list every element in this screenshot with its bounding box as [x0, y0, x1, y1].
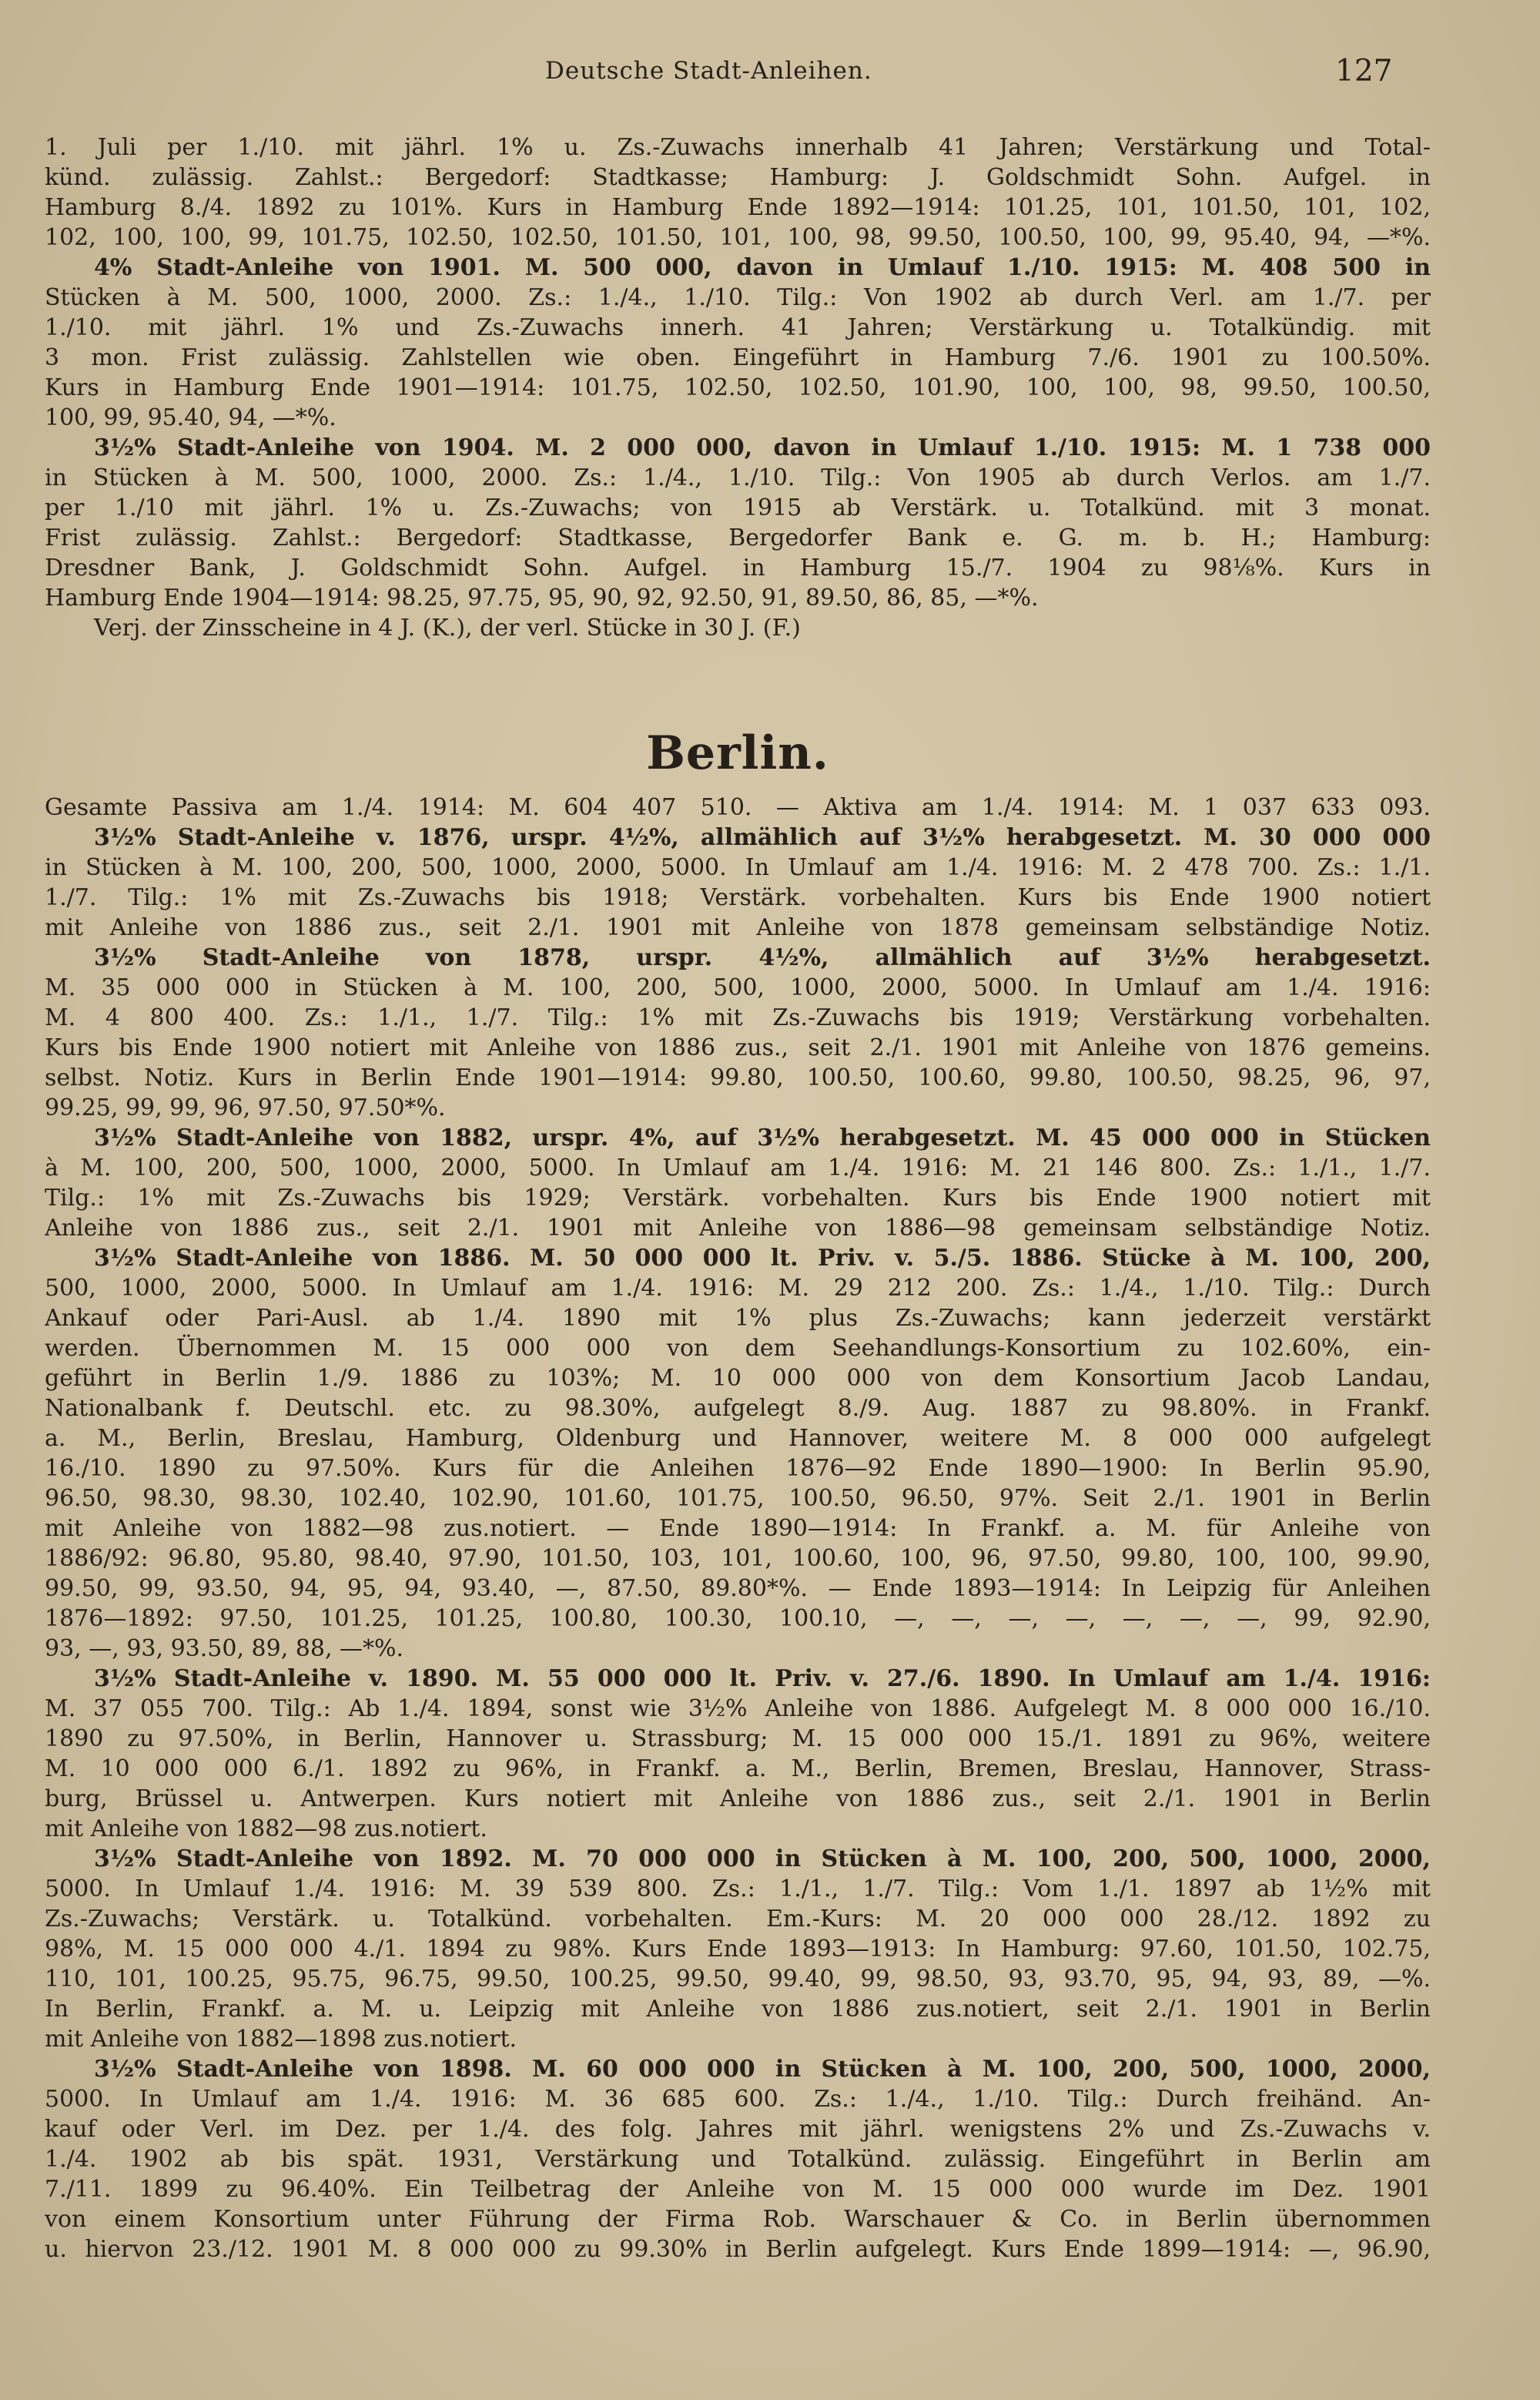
- entry-heading-line: 3½% Stadt-Anleihe v. 1876, urspr. 4½%, allmählich auf 3½% herabgesetzt. M. 30 000 000: [94, 824, 1431, 851]
- text-line: Tilg.: 1% mit Zs.-Zuwachs bis 1929; Verstärk. vorbehalten. Kurs bis Ende 1900 notiert mit: [45, 1185, 1431, 1212]
- text-line: Stücken à M. 500, 1000, 2000. Zs.: 1./4., 1./10. Tilg.: Von 1902 ab durch Verl. am 1./7. per: [45, 284, 1431, 311]
- text-line: selbst. Notiz. Kurs in Berlin Ende 1901—1914: 99.80, 100.50, 100.60, 99.80, 100.50, 98.25, 96, 97,: [45, 1064, 1431, 1091]
- text-line: in Stücken à M. 500, 1000, 2000. Zs.: 1./4., 1./10. Tilg.: Von 1905 ab durch Verlos. am 1./7.: [45, 464, 1431, 491]
- text-line: 100, 99, 95.40, 94, —*%.: [45, 404, 336, 431]
- text-line: von einem Konsortium unter Führung der Firma Rob. Warschauer & Co. in Berlin übernommen: [45, 2206, 1431, 2233]
- text-line: Hamburg 8./4. 1892 zu 101%. Kurs in Hamburg Ende 1892—1914: 101.25, 101, 101.50, 101, 102,: [45, 194, 1431, 221]
- page-number: 127: [1335, 54, 1393, 89]
- text-line: 1886/92: 96.80, 95.80, 98.40, 97.90, 101.50, 103, 101, 100.60, 100, 96, 97.50, 99.80, 100, 100, 99.90,: [45, 1545, 1431, 1572]
- text-line: a. M., Berlin, Breslau, Hamburg, Oldenburg und Hannover, weitere M. 8 000 000 aufgelegt: [45, 1425, 1431, 1452]
- section-spacer: [45, 643, 1431, 722]
- text-line: 3 mon. Frist zulässig. Zahlstellen wie oben. Eingeführt in Hamburg 7./6. 1901 zu 100.50%.: [45, 344, 1431, 371]
- text-line: mit Anleihe von 1882—98 zus.notiert. — Ende 1890—1914: In Frankf. a. M. für Anleihe von: [45, 1515, 1431, 1542]
- text-line: M. 37 055 700. Tilg.: Ab 1./4. 1894, sonst wie 3½% Anleihe von 1886. Aufgelegt M. 8 000 000 16./10.: [45, 1695, 1431, 1722]
- text-line: in Stücken à M. 100, 200, 500, 1000, 2000, 5000. In Umlauf am 1./4. 1916: M. 2 478 700. Zs.: 1./1.: [45, 854, 1431, 881]
- entry-heading-line: 3½% Stadt-Anleihe von 1892. M. 70 000 000 in Stücken à M. 100, 200, 500, 1000, 2000,: [94, 1845, 1431, 1872]
- entry-heading-line: 3½% Stadt-Anleihe von 1878, urspr. 4½%, allmählich auf 3½% herabgesetzt.: [94, 944, 1431, 971]
- text-line: Nationalbank f. Deutschl. etc. zu 98.30%, aufgelegt 8./9. Aug. 1887 zu 98.80%. in Frankf.: [45, 1395, 1431, 1422]
- text-line: Dresdner Bank, J. Goldschmidt Sohn. Aufgel. in Hamburg 15./7. 1904 zu 98⅛%. Kurs in: [45, 555, 1431, 582]
- text-line: M. 10 000 000 6./1. 1892 zu 96%, in Frankf. a. M., Berlin, Bremen, Breslau, Hannover, Strass-: [45, 1755, 1431, 1782]
- entry-heading-line: 3½% Stadt-Anleihe von 1904. M. 2 000 000, davon in Umlauf 1./10. 1915: M. 1 738 000: [94, 434, 1431, 461]
- text-line: werden. Übernommen M. 15 000 000 von dem Seehandlungs-Konsortium zu 102.60%, ein-: [45, 1335, 1431, 1362]
- text-line: Anleihe von 1886 zus., seit 2./1. 1901 mit Anleihe von 1886—98 gemeinsam selbständige Notiz.: [45, 1215, 1431, 1242]
- text-line: M. 4 800 400. Zs.: 1./1., 1./7. Tilg.: 1% mit Zs.-Zuwachs bis 1919; Verstärkung vorbehalten.: [45, 1004, 1431, 1031]
- text-line: 16./10. 1890 zu 97.50%. Kurs für die Anleihen 1876—92 Ende 1890—1900: In Berlin 95.90,: [45, 1455, 1431, 1482]
- section-heading: Berlin.: [646, 726, 829, 780]
- text-line: 98%, M. 15 000 000 4./1. 1894 zu 98%. Kurs Ende 1893—1913: In Hamburg: 97.60, 101.50, 102.75,: [45, 1936, 1431, 1963]
- text-line: 99.25, 99, 99, 96, 97.50, 97.50*%.: [45, 1094, 446, 1121]
- text-line: 1. Juli per 1./10. mit jährl. 1% u. Zs.-Zuwachs innerhalb 41 Jahren; Verstärkung und Total-: [45, 134, 1431, 161]
- text-line: 102, 100, 100, 99, 101.75, 102.50, 102.50, 101.50, 101, 100, 98, 99.50, 100.50, 100, 99, 95.40, 94, —*%.: [45, 224, 1431, 251]
- text-line: 93, —, 93, 93.50, 89, 88, —*%.: [45, 1635, 404, 1662]
- text-line: kauf oder Verl. im Dez. per 1./4. des folg. Jahres mit jährl. wenigstens 2% und Zs.-Zuwachs v.: [45, 2116, 1431, 2143]
- text-line: Gesamte Passiva am 1./4. 1914: M. 604 407 510. — Aktiva am 1./4. 1914: M. 1 037 633 093.: [45, 794, 1431, 821]
- text-line: Ankauf oder Pari-Ausl. ab 1./4. 1890 mit 1% plus Zs.-Zuwachs; kann jederzeit verstärkt: [45, 1305, 1431, 1332]
- text-line: burg, Brüssel u. Antwerpen. Kurs notiert mit Anleihe von 1886 zus., seit 2./1. 1901 in Berlin: [45, 1785, 1431, 1812]
- text-line: Frist zulässig. Zahlst.: Bergedorf: Stadtkasse, Bergedorfer Bank e. G. m. b. H.; Hamburg:: [45, 525, 1431, 551]
- text-line: 1./7. Tilg.: 1% mit Zs.-Zuwachs bis 1918; Verstärk. vorbehalten. Kurs bis Ende 1900 notiert: [45, 884, 1431, 911]
- text-line: 7./11. 1899 zu 96.40%. Ein Teilbetrag der Anleihe von M. 15 000 000 wurde im Dez. 1901: [45, 2176, 1431, 2203]
- text-line: mit Anleihe von 1882—98 zus.notiert.: [45, 1815, 487, 1842]
- text-line: Zs.-Zuwachs; Verstärk. u. Totalkünd. vorbehalten. Em.-Kurs: M. 20 000 000 28./12. 1892 zu: [45, 1906, 1431, 1932]
- text-line: 5000. In Umlauf am 1./4. 1916: M. 36 685 600. Zs.: 1./4., 1./10. Tilg.: Durch freihänd. An-: [45, 2086, 1431, 2113]
- running-title: Deutsche Stadt-Anleihen.: [545, 57, 872, 85]
- running-header: [0, 0, 1540, 116]
- text-line: 5000. In Umlauf 1./4. 1916: M. 39 539 800. Zs.: 1./1., 1./7. Tilg.: Vom 1./1. 1897 ab 1½% mit: [45, 1875, 1431, 1902]
- text-line: mit Anleihe von 1882—1898 zus.notiert.: [45, 2026, 517, 2053]
- text-line: Kurs in Hamburg Ende 1901—1914: 101.75, 102.50, 102.50, 101.90, 100, 100, 98, 99.50, 100.50,: [45, 374, 1431, 401]
- text-line: 1890 zu 97.50%, in Berlin, Hannover u. Strassburg; M. 15 000 000 15./1. 1891 zu 96%, weitere: [45, 1725, 1431, 1752]
- text-line: 99.50, 99, 93.50, 94, 95, 94, 93.40, —, 87.50, 89.80*%. — Ende 1893—1914: In Leipzig für Anleihen: [45, 1575, 1431, 1602]
- text-line: künd. zulässig. Zahlst.: Bergedorf: Stadtkasse; Hamburg: J. Goldschmidt Sohn. Aufgel. in: [45, 164, 1431, 191]
- text-line: u. hiervon 23./12. 1901 M. 8 000 000 zu 99.30% in Berlin aufgelegt. Kurs Ende 1899—1914: —, 96.90,: [45, 2236, 1431, 2263]
- text-line: à M. 100, 200, 500, 1000, 2000, 5000. In Umlauf am 1./4. 1916: M. 21 146 800. Zs.: 1./1., 1./7.: [45, 1155, 1431, 1182]
- text-line: 500, 1000, 2000, 5000. In Umlauf am 1./4. 1916: M. 29 212 200. Zs.: 1./4., 1./10. Tilg.: Durch: [45, 1275, 1431, 1302]
- text-line: Kurs bis Ende 1900 notiert mit Anleihe von 1886 zus., seit 2./1. 1901 mit Anleihe von 1876 gemeins.: [45, 1034, 1431, 1061]
- text-line: Hamburg Ende 1904—1914: 98.25, 97.75, 95, 90, 92, 92.50, 91, 89.50, 86, 85, —*%.: [45, 585, 1039, 612]
- text-line: per 1./10 mit jährl. 1% u. Zs.-Zuwachs; von 1915 ab Verstärk. u. Totalkünd. mit 3 monat.: [45, 494, 1431, 521]
- text-line: Verj. der Zinsscheine in 4 J. (K.), der verl. Stücke in 30 J. (F.): [94, 615, 801, 642]
- entry-heading-line: 3½% Stadt-Anleihe von 1886. M. 50 000 000 lt. Priv. v. 5./5. 1886. Stücke à M. 100, 200,: [94, 1245, 1431, 1272]
- text-line: 1./10. mit jährl. 1% und Zs.-Zuwachs innerh. 41 Jahren; Verstärkung u. Totalkündig. mit: [45, 314, 1431, 341]
- text-line: 1876—1892: 97.50, 101.25, 101.25, 100.80, 100.30, 100.10, —, —, —, —, —, —, —, 99, 92.90,: [45, 1605, 1431, 1632]
- entry-heading-line: 3½% Stadt-Anleihe von 1882, urspr. 4%, auf 3½% herabgesetzt. M. 45 000 000 in Stücken: [94, 1125, 1431, 1151]
- entry-heading-line: 4% Stadt-Anleihe von 1901. M. 500 000, davon in Umlauf 1./10. 1915: M. 408 500 in: [94, 254, 1431, 281]
- text-line: geführt in Berlin 1./9. 1886 zu 103%; M. 10 000 000 von dem Konsortium Jacob Landau,: [45, 1365, 1431, 1392]
- body-text: [45, 132, 1431, 2264]
- entry-heading-line: 3½% Stadt-Anleihe v. 1890. M. 55 000 000 lt. Priv. v. 27./6. 1890. In Umlauf am 1./4. 1916:: [94, 1665, 1431, 1692]
- text-line: 110, 101, 100.25, 95.75, 96.75, 99.50, 100.25, 99.50, 99.40, 99, 98.50, 93, 93.70, 95, 94, 93, 89, —%.: [45, 1966, 1431, 1993]
- text-line: 96.50, 98.30, 98.30, 102.40, 102.90, 101.60, 101.75, 100.50, 96.50, 97%. Seit 2./1. 1901 in Berlin: [45, 1485, 1431, 1512]
- entry-heading-line: 3½% Stadt-Anleihe von 1898. M. 60 000 000 in Stücken à M. 100, 200, 500, 1000, 2000,: [94, 2056, 1431, 2083]
- text-line: M. 35 000 000 in Stücken à M. 100, 200, 500, 1000, 2000, 5000. In Umlauf am 1./4. 1916:: [45, 974, 1431, 1001]
- text-line: mit Anleihe von 1886 zus., seit 2./1. 1901 mit Anleihe von 1878 gemeinsam selbständige Notiz.: [45, 914, 1431, 941]
- text-line: 1./4. 1902 ab bis spät. 1931, Verstärkung und Totalkünd. zulässig. Eingeführt in Berlin am: [45, 2146, 1431, 2173]
- text-line: In Berlin, Frankf. a. M. u. Leipzig mit Anleihe von 1886 zus.notiert, seit 2./1. 1901 in Berlin: [45, 1996, 1431, 2023]
